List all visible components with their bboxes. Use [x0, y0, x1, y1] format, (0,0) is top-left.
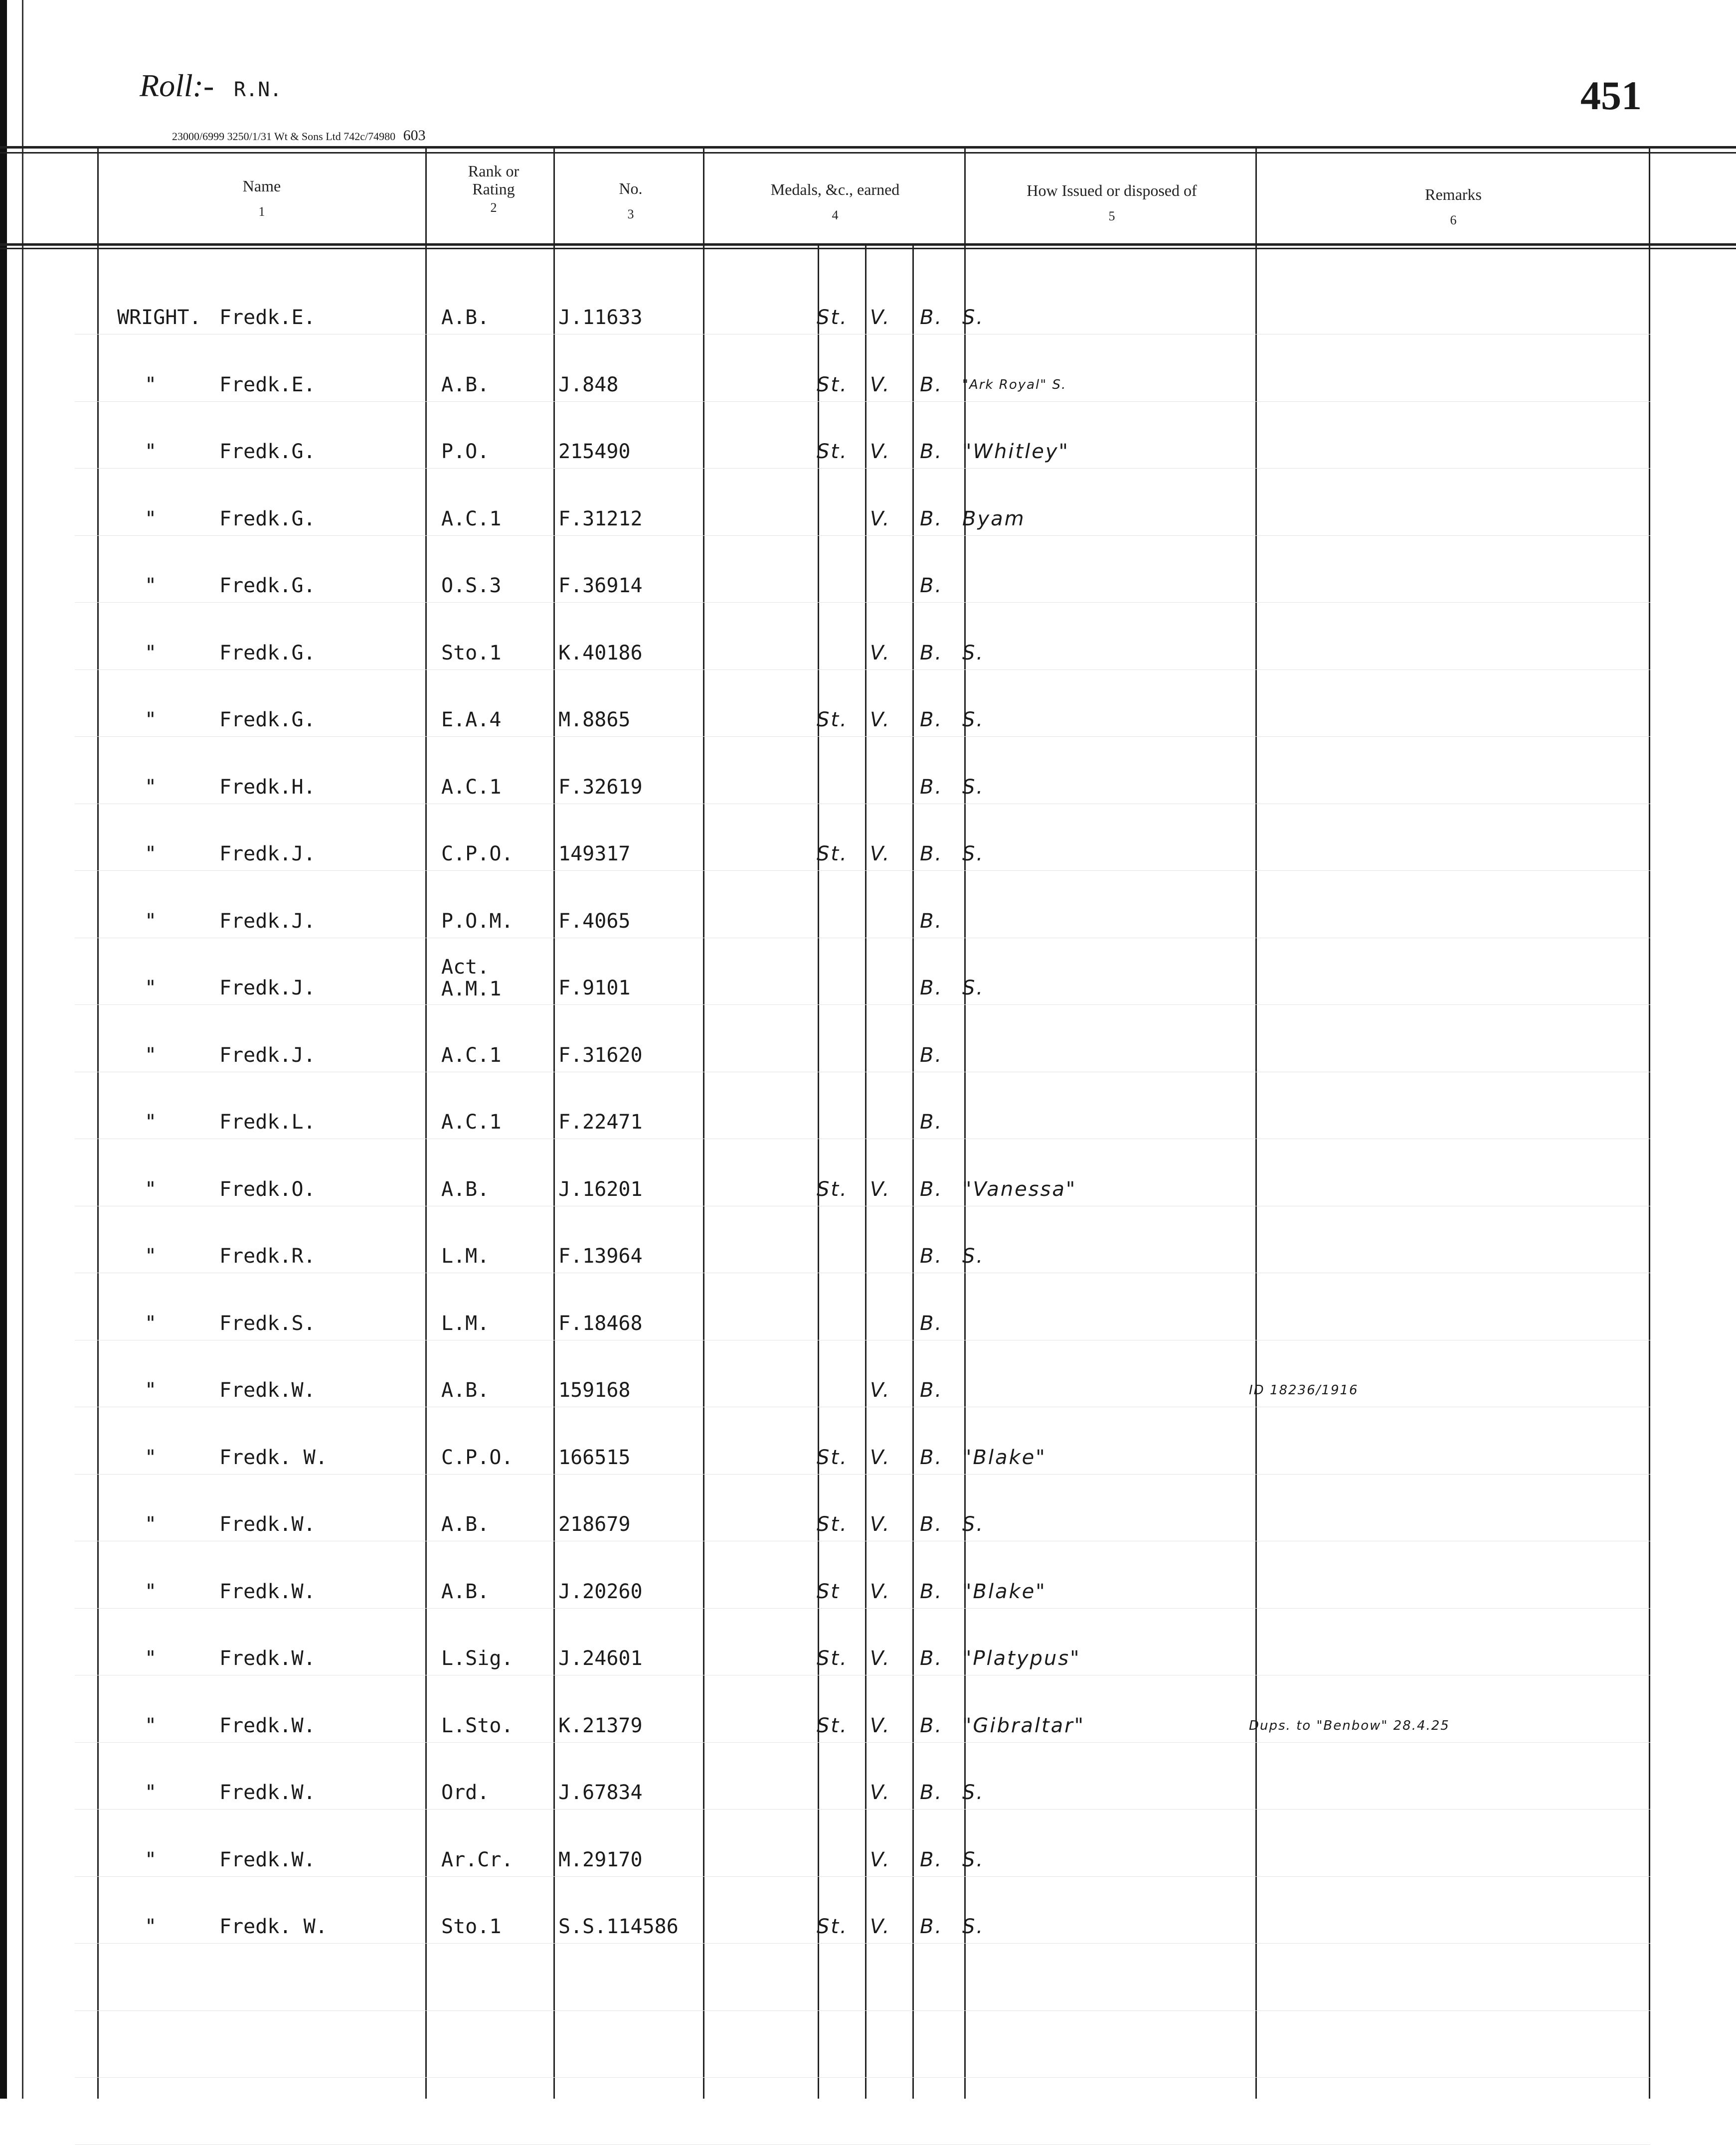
binding-edge-2	[22, 0, 23, 2099]
col-line-issued	[1255, 149, 1257, 2099]
entry-number: J.67834	[558, 1781, 643, 1804]
entry-star-medal: St.	[817, 708, 848, 731]
entry-star-medal: St.	[817, 842, 848, 865]
entry-issued: "Vanessa"	[962, 1177, 1077, 1201]
entry-number: F.18468	[558, 1312, 643, 1335]
entry-number: M.8865	[558, 708, 631, 731]
header-issued-label: How Issued or disposed of	[1027, 181, 1197, 199]
entry-forename: Fredk.G.	[219, 574, 316, 597]
col-line-name	[425, 149, 427, 2099]
ruled-line	[75, 669, 1650, 670]
entry-british-medal: B.	[920, 1177, 943, 1201]
entry-rank: A.B.	[441, 1379, 490, 1402]
entry-rank: Ord.	[441, 1781, 490, 1804]
entry-victory-medal: V.	[870, 1848, 891, 1871]
ruled-line	[75, 1004, 1650, 1005]
entry-victory-medal: V.	[870, 1647, 891, 1670]
entry-british-medal: B.	[920, 977, 943, 999]
entry-issued: "Platypus"	[962, 1647, 1081, 1670]
entry-rank: P.O.	[441, 440, 490, 463]
entry-victory-medal: V.	[870, 708, 891, 731]
roll-heading	[140, 67, 282, 104]
entry-british-medal: B.	[920, 1647, 943, 1670]
entry-british-medal: B.	[920, 574, 943, 597]
entry-surname: "	[145, 909, 157, 933]
entry-forename: Fredk.W.	[219, 1848, 316, 1871]
entry-rank: E.A.4	[441, 708, 502, 731]
entry-british-medal: B.	[920, 1111, 943, 1134]
entry-forename: Fredk.W.	[219, 1513, 316, 1536]
entry-british-medal: B.	[920, 1580, 943, 1603]
entry-forename: Fredk.J.	[219, 909, 316, 933]
entry-british-medal: B.	[920, 1513, 943, 1536]
entry-forename: Fredk.G.	[219, 440, 316, 463]
entry-rank: L.Sig.	[441, 1647, 514, 1670]
entry-surname: "	[145, 1245, 157, 1268]
entry-surname: "	[145, 641, 157, 664]
entry-forename: Fredk.L.	[219, 1111, 316, 1134]
entry-forename: Fredk.W.	[219, 1714, 316, 1737]
entry-number: J.11633	[558, 306, 643, 329]
header-no	[556, 179, 705, 222]
ruled-line	[75, 1742, 1650, 1743]
entry-rank: A.B.	[441, 373, 490, 396]
medal-sub-line-2	[865, 246, 867, 2099]
entry-surname: "	[145, 1647, 157, 1670]
printer-line-text: 23000/6999 3250/1/31 Wt & Sons Ltd 742c/74980	[172, 130, 396, 143]
entry-rank: C.P.O.	[441, 1446, 514, 1469]
page-number: 451	[1580, 73, 1642, 118]
entry-forename: Fredk.G.	[219, 708, 316, 731]
entry-british-medal: B.	[920, 1379, 943, 1402]
medal-sub-line-3	[912, 246, 914, 2099]
entry-issued: Byam	[962, 507, 1026, 530]
entry-remarks: Dups. to "Benbow" 28.4.25	[1249, 1718, 1450, 1733]
entry-issued: S.	[962, 1781, 985, 1804]
entry-issued: "Ark Royal" S.	[962, 377, 1067, 392]
entry-number: F.32619	[558, 775, 643, 799]
entry-issued: S.	[962, 1245, 985, 1268]
entry-number: 218679	[558, 1513, 631, 1536]
entry-number: J.16201	[558, 1177, 643, 1201]
entry-issued: S.	[962, 1915, 985, 1938]
entry-number: 159168	[558, 1379, 631, 1402]
entry-issued: S.	[962, 775, 985, 799]
ruled-line	[75, 602, 1650, 603]
header-issued-number: 5	[1108, 209, 1115, 223]
entry-number: F.31212	[558, 507, 643, 530]
entry-victory-medal: V.	[870, 1177, 891, 1201]
col-line-remarks	[1649, 149, 1650, 2099]
header-name-number: 1	[258, 204, 265, 219]
entry-surname: "	[145, 440, 157, 463]
entry-number: K.40186	[558, 641, 643, 664]
col-line-left	[97, 149, 99, 2099]
entry-rank: Sto.1	[441, 641, 502, 664]
entry-forename: Fredk.J.	[219, 977, 316, 999]
header-remarks-label: Remarks	[1425, 185, 1482, 203]
header-no-label: No.	[619, 179, 643, 197]
entry-victory-medal: V.	[870, 1714, 891, 1737]
entry-rank: A.C.1	[441, 1111, 502, 1134]
entry-number: 215490	[558, 440, 631, 463]
header-name	[100, 177, 424, 219]
entry-rank: A.B.	[441, 1177, 490, 1201]
header-bottom-line-2	[0, 248, 1736, 249]
entry-star-medal: St	[817, 1580, 841, 1603]
entry-star-medal: St.	[817, 306, 848, 329]
entry-british-medal: B.	[920, 1781, 943, 1804]
entry-number: 149317	[558, 842, 631, 865]
entry-issued: S.	[962, 306, 985, 329]
entry-forename: Fredk.S.	[219, 1312, 316, 1335]
entry-number: K.21379	[558, 1714, 643, 1737]
header-remarks-number: 6	[1450, 213, 1457, 227]
entry-forename: Fredk.E.	[219, 373, 316, 396]
entry-surname: "	[145, 1177, 157, 1201]
entry-rank: Sto.1	[441, 1915, 502, 1938]
entry-victory-medal: V.	[870, 1580, 891, 1603]
entry-british-medal: B.	[920, 440, 943, 463]
header-medals-number: 4	[832, 208, 839, 222]
entry-rank: C.P.O.	[441, 842, 514, 865]
entry-forename: Fredk.G.	[219, 507, 316, 530]
roll-value: R.N.	[233, 78, 282, 101]
entry-british-medal: B.	[920, 708, 943, 731]
entry-number: F.9101	[558, 977, 631, 999]
entry-british-medal: B.	[920, 1043, 943, 1067]
entry-forename: Fredk.J.	[219, 842, 316, 865]
entry-issued: S.	[962, 842, 985, 865]
ruled-line	[75, 1943, 1650, 1944]
entry-rank: A.C.1	[441, 507, 502, 530]
entry-surname: "	[145, 1915, 157, 1938]
ruled-line	[75, 736, 1650, 737]
entry-forename: Fredk.R.	[219, 1245, 316, 1268]
entry-victory-medal: V.	[870, 1379, 891, 1402]
entry-issued: S.	[962, 708, 985, 731]
entry-number: S.S.114586	[558, 1915, 679, 1938]
entry-british-medal: B.	[920, 373, 943, 396]
binding-edge	[0, 0, 7, 2099]
ruled-line	[75, 2010, 1650, 2011]
header-name-label: Name	[242, 177, 281, 195]
header-rank	[434, 162, 553, 217]
entry-surname: "	[145, 373, 157, 396]
medal-sub-line-1	[818, 246, 819, 2099]
entry-rank: A.C.1	[441, 775, 502, 799]
entry-forename: Fredk.W.	[219, 1781, 316, 1804]
entry-surname: "	[145, 1513, 157, 1536]
entry-remarks: ID 18236/1916	[1249, 1383, 1359, 1398]
entry-surname: "	[145, 1043, 157, 1067]
entry-number: J.24601	[558, 1647, 643, 1670]
header-no-number: 3	[627, 207, 634, 221]
entry-number: J.20260	[558, 1580, 643, 1603]
entry-issued: "Gibraltar"	[962, 1714, 1085, 1737]
entry-victory-medal: V.	[870, 440, 891, 463]
header-top-line-2	[0, 152, 1736, 154]
col-line-no	[703, 149, 704, 2099]
entry-number: F.36914	[558, 574, 643, 597]
entry-number: 166515	[558, 1446, 631, 1469]
ruled-line	[75, 401, 1650, 402]
entry-star-medal: St.	[817, 1446, 848, 1469]
entry-victory-medal: V.	[870, 1446, 891, 1469]
header-remarks	[1259, 185, 1648, 228]
entry-british-medal: B.	[920, 775, 943, 799]
entry-number: M.29170	[558, 1848, 643, 1871]
entry-victory-medal: V.	[870, 842, 891, 865]
entry-rank: L.Sto.	[441, 1714, 514, 1737]
entry-star-medal: St.	[817, 1714, 848, 1737]
entry-surname: "	[145, 507, 157, 530]
entry-victory-medal: V.	[870, 1915, 891, 1938]
header-rank-label: Rank or Rating	[468, 162, 520, 198]
entry-forename: Fredk. W.	[219, 1446, 328, 1469]
printer-line	[172, 127, 426, 144]
header-bottom-line	[0, 243, 1736, 246]
entry-number: F.31620	[558, 1043, 643, 1067]
entry-rank: Ar.Cr.	[441, 1848, 514, 1871]
entry-number: J.848	[558, 373, 619, 396]
entry-british-medal: B.	[920, 1915, 943, 1938]
entry-rank: A.C.1	[441, 1043, 502, 1067]
ruled-line	[75, 1474, 1650, 1475]
header-issued	[967, 181, 1256, 224]
entry-number: F.13964	[558, 1245, 643, 1268]
roll-label: Roll:-	[140, 68, 214, 103]
ruled-line	[75, 1608, 1650, 1609]
entry-victory-medal: V.	[870, 1781, 891, 1804]
entry-forename: Fredk.O.	[219, 1177, 316, 1201]
printer-code: 603	[403, 127, 426, 144]
entry-forename: Fredk.G.	[219, 641, 316, 664]
entry-surname: WRIGHT.	[117, 306, 201, 329]
entry-star-medal: St.	[817, 1647, 848, 1670]
entry-star-medal: St.	[817, 1177, 848, 1201]
entry-victory-medal: V.	[870, 507, 891, 530]
entry-victory-medal: V.	[870, 373, 891, 396]
entry-number: F.22471	[558, 1111, 643, 1134]
entry-forename: Fredk. W.	[219, 1915, 328, 1938]
entry-issued: S.	[962, 1513, 985, 1536]
entry-rank: L.M.	[441, 1245, 490, 1268]
ruled-line	[75, 2077, 1650, 2078]
entry-surname: "	[145, 1848, 157, 1871]
entry-issued: "Blake"	[962, 1446, 1046, 1469]
header-rank-number: 2	[490, 200, 497, 215]
entry-surname: "	[145, 1379, 157, 1402]
entry-british-medal: B.	[920, 1245, 943, 1268]
entry-rank: O.S.3	[441, 574, 502, 597]
entry-surname: "	[145, 977, 157, 999]
entry-victory-medal: V.	[870, 641, 891, 664]
col-line-rank	[553, 149, 555, 2099]
entry-british-medal: B.	[920, 1714, 943, 1737]
entry-issued: S.	[962, 1848, 985, 1871]
entry-surname: "	[145, 574, 157, 597]
entry-surname: "	[145, 1446, 157, 1469]
entry-surname: "	[145, 842, 157, 865]
entry-forename: Fredk.W.	[219, 1647, 316, 1670]
entry-forename: Fredk.W.	[219, 1379, 316, 1402]
entry-star-medal: St.	[817, 1915, 848, 1938]
entry-british-medal: B.	[920, 1446, 943, 1469]
header-medals-label: Medals, &c., earned	[770, 180, 900, 198]
entry-star-medal: St.	[817, 373, 848, 396]
entry-rank: L.M.	[441, 1312, 490, 1335]
entry-surname: "	[145, 1312, 157, 1335]
ruled-line	[75, 1876, 1650, 1877]
ruled-line	[75, 870, 1650, 871]
entry-number: F.4065	[558, 909, 631, 933]
ruled-line	[75, 535, 1650, 536]
entry-rank: A.B.	[441, 1513, 490, 1536]
entry-issued: "Blake"	[962, 1580, 1046, 1603]
entry-rank: P.O.M.	[441, 909, 514, 933]
entry-british-medal: B.	[920, 1312, 943, 1335]
entry-issued: S.	[962, 641, 985, 664]
entry-star-medal: St.	[817, 1513, 848, 1536]
entry-rank: Act. A.M.1	[441, 956, 502, 1000]
entry-rank: A.B.	[441, 1580, 490, 1603]
ruled-line	[75, 468, 1650, 469]
entry-surname: "	[145, 775, 157, 799]
entry-victory-medal: V.	[870, 1513, 891, 1536]
entry-surname: "	[145, 1111, 157, 1134]
header-medals	[705, 180, 965, 223]
entry-british-medal: B.	[920, 1848, 943, 1871]
entry-forename: Fredk.J.	[219, 1043, 316, 1067]
entry-issued: "Whitley"	[962, 440, 1069, 463]
entry-surname: "	[145, 1714, 157, 1737]
entry-surname: "	[145, 1580, 157, 1603]
entry-victory-medal: V.	[870, 306, 891, 329]
entry-star-medal: St.	[817, 440, 848, 463]
entry-forename: Fredk.W.	[219, 1580, 316, 1603]
entry-british-medal: B.	[920, 909, 943, 933]
entry-british-medal: B.	[920, 641, 943, 664]
entry-british-medal: B.	[920, 842, 943, 865]
entry-surname: "	[145, 1781, 157, 1804]
entry-issued: S.	[962, 977, 985, 999]
entry-forename: Fredk.E.	[219, 306, 316, 329]
entry-rank: A.B.	[441, 306, 490, 329]
entry-forename: Fredk.H.	[219, 775, 316, 799]
ruled-line	[75, 1809, 1650, 1810]
header-top-line	[0, 146, 1736, 149]
entry-british-medal: B.	[920, 507, 943, 530]
entry-british-medal: B.	[920, 306, 943, 329]
entry-surname: "	[145, 708, 157, 731]
